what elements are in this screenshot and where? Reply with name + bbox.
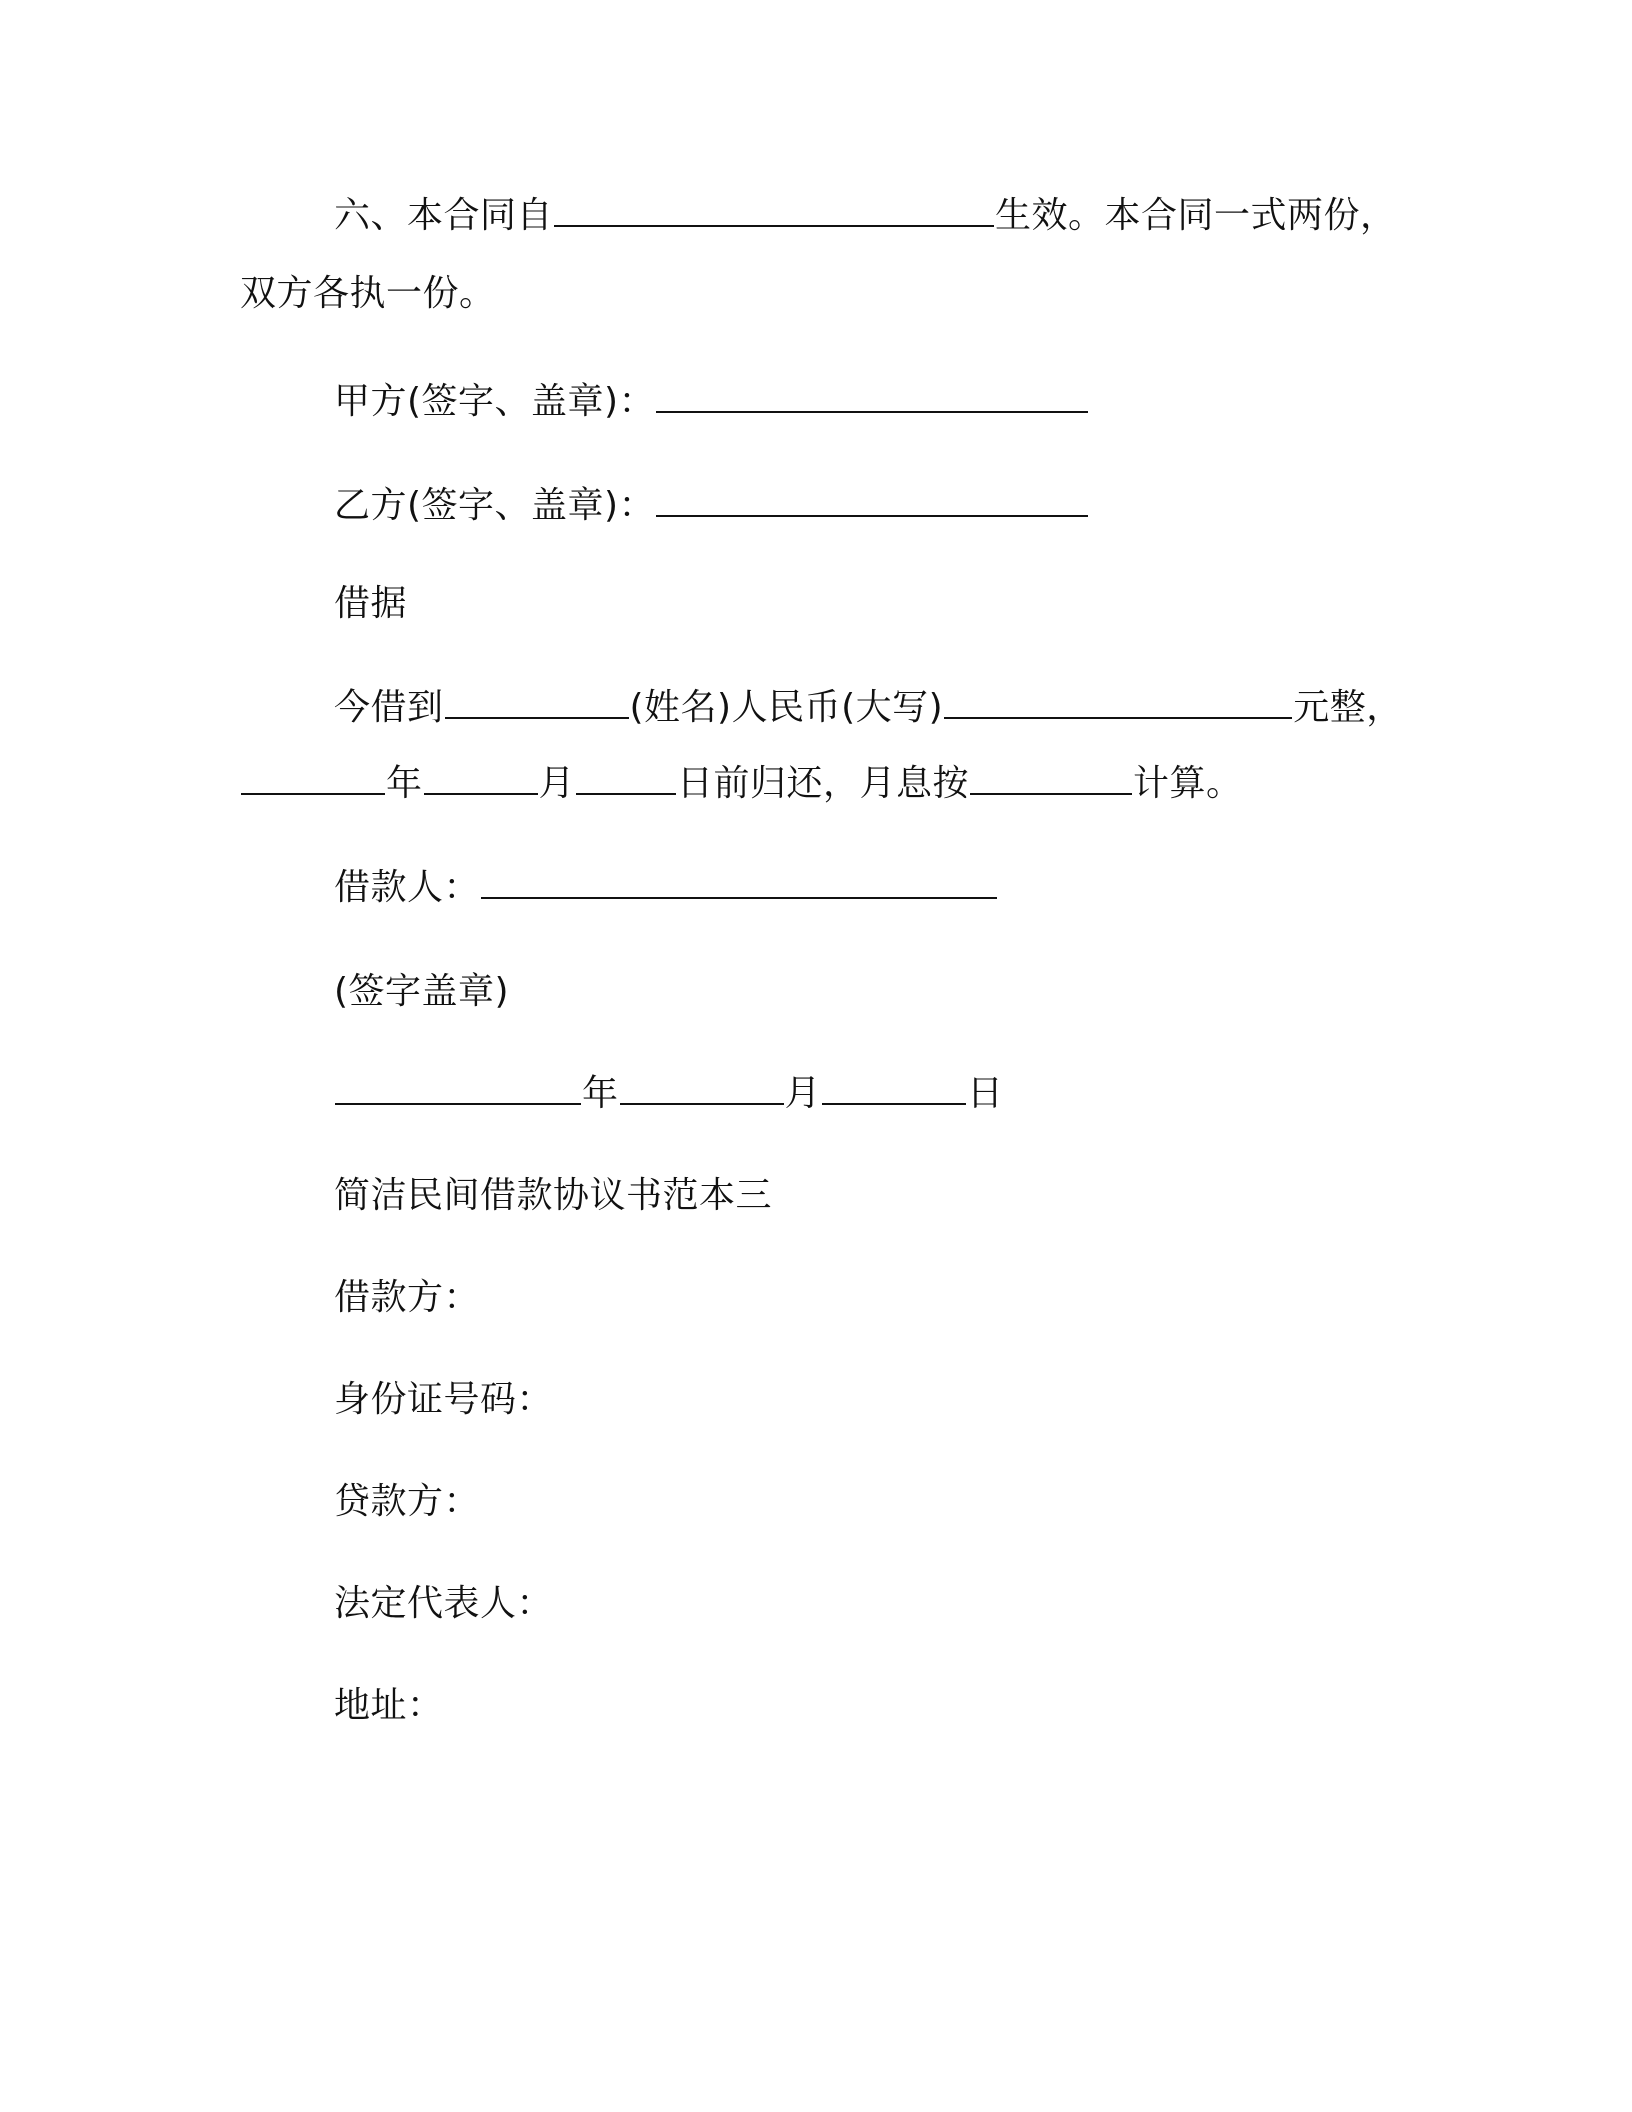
- party-a-label: 甲方(签字、盖章)：: [334, 381, 656, 422]
- party-b-signature-blank: [656, 483, 1088, 517]
- iou-p3: 元整，: [1293, 687, 1403, 728]
- interest-blank: [970, 761, 1132, 795]
- iou-p5: 月: [538, 763, 576, 804]
- iou-title-text: 借据: [334, 583, 408, 624]
- section3-id-number: [334, 1376, 553, 1424]
- return-month-blank: [424, 761, 538, 795]
- lender-name-blank: [445, 685, 629, 719]
- return-day-blank: [576, 761, 676, 795]
- sign-day-blank: [822, 1071, 966, 1105]
- section3-borrower: [334, 1274, 480, 1322]
- party-b-label: 乙方(签字、盖章)：: [334, 485, 656, 526]
- iou-p1: 今借到: [334, 687, 444, 728]
- iou-p6: 日前归还，月息按: [677, 763, 970, 804]
- borrower-sign-label: 借款人：: [334, 867, 481, 908]
- sign-year-blank: [335, 1071, 581, 1105]
- clause6-prefix: 六、本合同自: [334, 195, 554, 236]
- id-number-field-label: 身份证号码：: [334, 1379, 554, 1420]
- party-a-signature-blank: [656, 379, 1088, 413]
- clause6-line1: [334, 192, 1397, 240]
- effective-date-blank: [554, 193, 994, 227]
- section3-lender: [334, 1478, 480, 1526]
- seal-note: [334, 968, 509, 1016]
- amount-blank: [944, 685, 1292, 719]
- party-b-line: [334, 482, 1089, 530]
- iou-line1: [334, 684, 1403, 732]
- borrower-field-label: 借款方：: [334, 1277, 481, 1318]
- section3-address: [334, 1682, 444, 1730]
- clause6-middle: 生效。本合同一式两份，: [995, 195, 1397, 236]
- return-year-blank: [241, 761, 385, 795]
- party-a-line: [334, 378, 1089, 426]
- date-day-label: 日: [967, 1073, 1004, 1114]
- section3-title-text: 简洁民间借款协议书范本三: [334, 1175, 773, 1216]
- clause6-continuation: 双方各执一份。: [240, 273, 496, 314]
- seal-note-text: (签字盖章): [334, 971, 510, 1012]
- sign-month-blank: [620, 1071, 784, 1105]
- legal-rep-field-label: 法定代表人：: [334, 1583, 554, 1624]
- borrower-sign-line: [334, 864, 998, 912]
- iou-line2: [240, 760, 1243, 808]
- iou-p2: (姓名)人民币(大写): [629, 687, 944, 728]
- date-year-label: 年: [582, 1073, 619, 1114]
- section3-title: [334, 1172, 772, 1220]
- lender-field-label: 贷款方：: [334, 1481, 481, 1522]
- clause6-line2: [240, 270, 496, 318]
- iou-p7: 计算。: [1133, 763, 1243, 804]
- borrower-signature-blank: [481, 865, 997, 899]
- iou-title: [334, 580, 407, 628]
- date-line: [334, 1070, 1004, 1118]
- iou-p4: 年: [386, 763, 423, 804]
- date-month-label: 月: [784, 1073, 822, 1114]
- section3-legal-rep: [334, 1580, 553, 1628]
- address-field-label: 地址：: [334, 1685, 444, 1726]
